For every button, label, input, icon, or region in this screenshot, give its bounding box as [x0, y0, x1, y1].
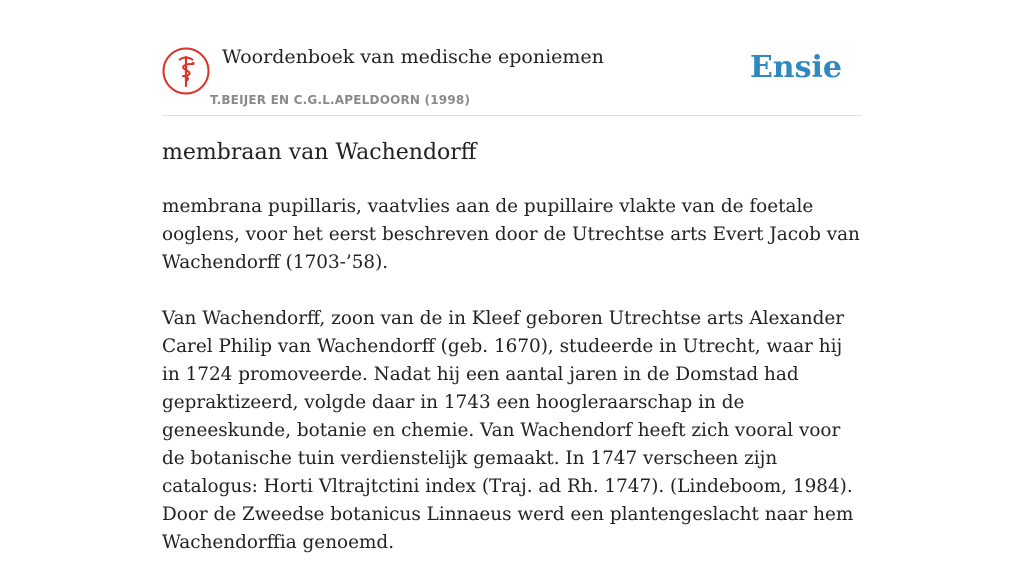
entry-body — [162, 193, 862, 585]
entry-title: membraan van Wachendorff — [162, 140, 477, 165]
book-title[interactable]: Woordenboek van medische eponiemen — [222, 46, 604, 68]
caduceus-icon[interactable] — [162, 47, 210, 95]
book-authors: T.BEIJER EN C.G.L.APELDOORN (1998) — [210, 93, 471, 107]
header — [162, 46, 862, 116]
entry-paragraph: membrana pupillaris, vaatvlies aan de pupillaire vlakte van de foetale ooglens, voor het eerst beschreven door de Utrechtse arts Evert Jacob van Wachendorff (1703-’58). — [162, 196, 860, 273]
brand-logo[interactable]: Ensie — [749, 50, 842, 85]
entry-paragraph: Van Wachendorff, zoon van de in Kleef geboren Utrechtse arts Alexander Carel Philip van Wachendorff (geb. 1670), studeerde in Utrecht, waar hij in 1724 promoveerde. Nadat hij een aantal jaren in de Domstad had gepraktizeerd, volgde daar in 1743 een hoogleraarschap in de geneeskunde, botanie en chemie. Van Wachendorf heeft zich vooral voor de botanische tuin verdienstelijk gemaakt. In 1747 verscheen zijn catalogus: Horti Vltrajtctini index (Traj. ad Rh. 1747). (Lindeboom, 1984). Door de Zweedse botanicus Linnaeus werd een plantengeslacht naar hem Wachendorffia genoemd. — [162, 308, 854, 553]
